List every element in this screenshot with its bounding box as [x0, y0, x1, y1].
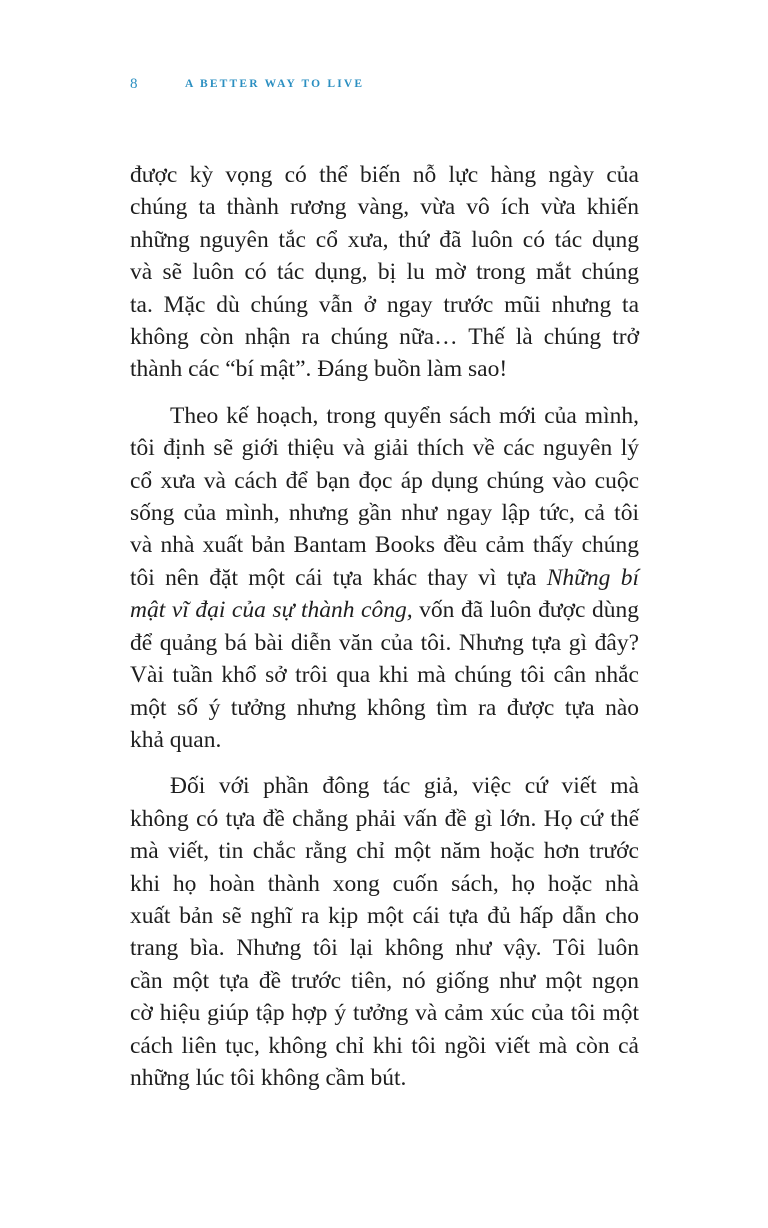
text-line: xuất bản sẽ nghĩ ra kịp một cái tựa đủ hấp dẫn cho: [130, 902, 639, 929]
text-line: một số ý tưởng nhưng không tìm ra được tựa nào: [130, 694, 639, 721]
text-line: khả quan.: [130, 726, 222, 753]
running-header: [130, 72, 364, 96]
running-title: A BETTER WAY TO LIVE: [185, 78, 365, 90]
text-line: những lúc tôi không cầm bút.: [130, 1064, 407, 1091]
text-line: để quảng bá bài diễn văn của tôi. Nhưng tựa gì đây?: [130, 629, 639, 656]
text-segment: tôi nên đặt một cái tựa khác thay vì tựa: [130, 564, 547, 591]
text-line: và nhà xuất bản Bantam Books đều cảm thấy chúng: [130, 532, 639, 559]
text-line: Vài tuần khổ sở trôi qua khi mà chúng tôi cân nhắc: [130, 662, 639, 689]
text-line: những nguyên tắc cổ xưa, thứ đã luôn có tác dụng: [130, 226, 639, 253]
italic-book-title: Những bí: [546, 564, 639, 591]
text-line: Theo kế hoạch, trong quyển sách mới của mình,: [170, 402, 639, 429]
text-line-with-italic: [130, 594, 639, 626]
text-line: tôi định sẽ giới thiệu và giải thích về các nguyên lý: [130, 435, 639, 462]
text-line: mà viết, tin chắc rằng chỉ một năm hoặc hơn trước: [130, 838, 639, 865]
text-line: không có tựa đề chẳng phải vấn đề gì lớn. Họ cứ thế: [130, 805, 639, 832]
text-line: ta. Mặc dù chúng vẫn ở ngay trước mũi nhưng ta: [130, 291, 639, 318]
text-line: khi họ hoàn thành xong cuốn sách, họ hoặc nhà: [130, 870, 639, 897]
text-line: chúng ta thành rương vàng, vừa vô ích vừa khiến: [130, 194, 639, 221]
paragraph-1: [130, 159, 639, 386]
text-line: cổ xưa và cách để bạn đọc áp dụng chúng vào cuộc: [130, 467, 639, 494]
text-line: cần một tựa đề trước tiên, nó giống như một ngọn: [130, 967, 639, 994]
text-line: được kỳ vọng có thể biến nỗ lực hàng ngày của: [130, 162, 639, 188]
text-line: và sẽ luôn có tác dụng, bị lu mờ trong mắt chúng: [130, 259, 639, 286]
text-line: thành các “bí mật”. Đáng buồn làm sao!: [130, 356, 508, 383]
paragraph-3: [130, 770, 639, 1094]
body-text: [130, 159, 639, 1094]
text-line: trang bìa. Nhưng tôi lại không như vậy. Tôi luôn: [130, 935, 639, 962]
text-line: cách liên tục, không chỉ khi tôi ngồi viết mà còn cả: [130, 1032, 639, 1059]
text-line: cờ hiệu giúp tập hợp ý tưởng và cảm xúc của tôi một: [130, 1000, 639, 1027]
text-line: không còn nhận ra chúng nữa… Thế là chúng trở: [130, 324, 639, 351]
paragraph-2: [130, 400, 639, 756]
page-number: 8: [130, 75, 138, 92]
italic-book-title: mật vĩ đại của sự thành công,: [130, 597, 413, 624]
text-line: Đối với phần đông tác giả, việc cứ viết mà: [170, 773, 639, 800]
text-segment: vốn đã luôn được dùng: [412, 597, 639, 624]
text-line: sống của mình, nhưng gần như ngay lập tức, cả tôi: [130, 500, 639, 527]
text-line-with-italic: [130, 562, 639, 594]
